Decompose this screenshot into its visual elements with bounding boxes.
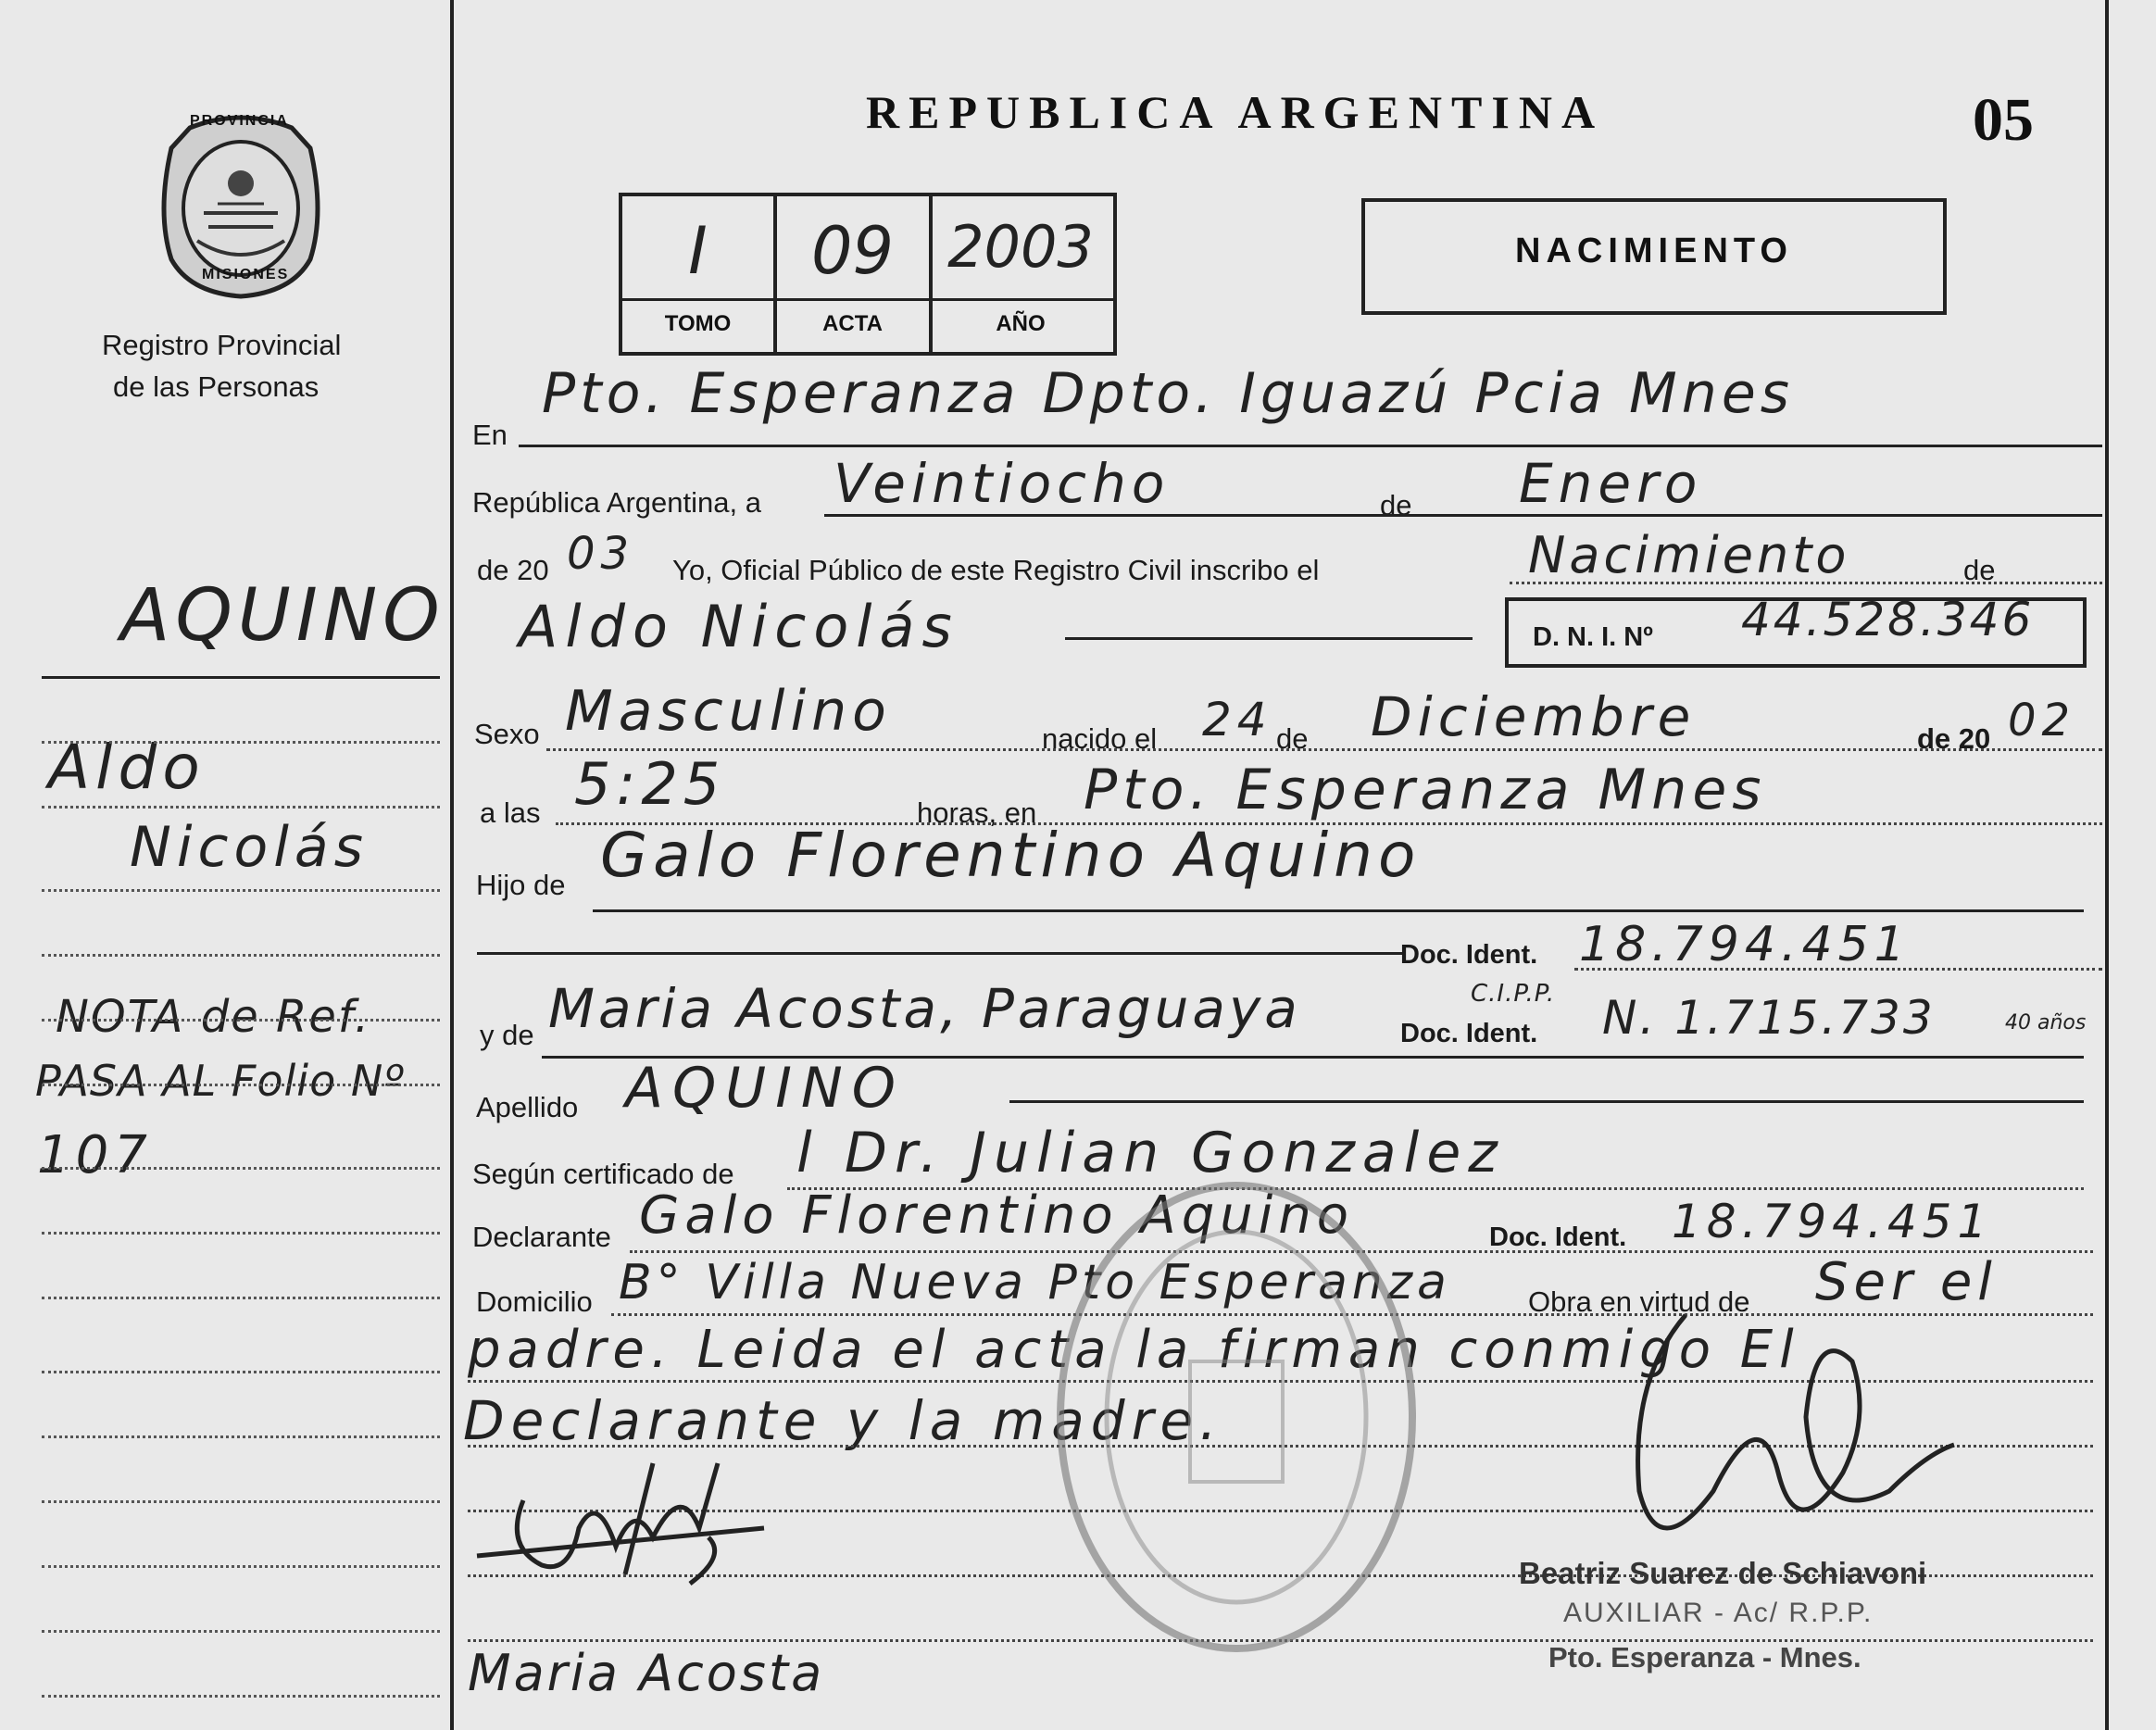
registry-title-line1: Registro Provincial: [102, 329, 342, 361]
mes-value: Enero: [1519, 452, 1703, 515]
official-place: Pto. Esperanza - Mnes.: [1548, 1641, 1861, 1674]
de-label-3: de: [1276, 722, 1309, 755]
sexo-label: Sexo: [474, 718, 540, 750]
apellido-value: AQUINO: [625, 1056, 905, 1121]
republica-rule: [824, 514, 2102, 517]
nacido-anio: 02: [2008, 695, 2076, 746]
de-label-2: de: [1963, 554, 1996, 586]
margin-note-line3: 107: [37, 1125, 153, 1185]
emblem-top-text: PROVINCIA: [190, 113, 289, 129]
declarante-doc-value: 18.794.451: [1672, 1195, 1993, 1248]
emblem-bottom-text: MISIONES: [202, 267, 290, 282]
madre-doc-value: N. 1.715.733: [1602, 991, 1936, 1045]
anio-suffix: 03: [567, 528, 635, 580]
official-signature: [1574, 1306, 1963, 1584]
anio-label: AÑO: [996, 311, 1046, 336]
acta-value: 09: [810, 213, 895, 289]
nombre-value: Aldo Nicolás: [519, 593, 959, 660]
continuation-line-2: Declarante y la madre.: [463, 1389, 1223, 1452]
padre-doc-label: Doc. Ident.: [1400, 940, 1538, 970]
sexo-value: Masculino: [565, 679, 892, 744]
margin-given-name1: Aldo: [48, 732, 206, 803]
declarante-label: Declarante: [472, 1221, 611, 1253]
republica-label: República Argentina, a: [472, 486, 761, 519]
madre-doc-prefix: C.I.P.P.: [1471, 980, 1556, 1008]
margin-note-line1: NOTA de Ref.: [56, 991, 371, 1043]
apellido-label: Apellido: [476, 1091, 579, 1123]
declarante-doc-label: Doc. Ident.: [1489, 1222, 1627, 1252]
padre-doc-rule: [477, 952, 1403, 955]
en-rule: [519, 445, 2102, 447]
padre-doc-dots: [1574, 968, 2102, 971]
medico-value: l Dr. Julian Gonzalez: [796, 1121, 1505, 1185]
lugar-value: Pto. Esperanza Mnes: [1084, 758, 1767, 822]
nacido-mes: Diciembre: [1371, 685, 1697, 748]
official-round-stamp: [1051, 1176, 1422, 1658]
tomo-label: TOMO: [664, 311, 732, 336]
acta-label: ACTA: [822, 311, 883, 336]
hijo-label: Hijo de: [476, 869, 566, 901]
margin-given-name2: Nicolás: [130, 815, 369, 880]
margin-note-line2: PASA AL Folio Nº: [35, 1056, 405, 1106]
official-role: AUXILIAR - Ac/ R.P.P.: [1563, 1598, 1874, 1628]
anio-value: 2003: [947, 213, 1094, 281]
domicilio-value: B° Villa Nueva Pto Esperanza: [619, 1255, 1451, 1310]
segun-label: Según certificado de: [472, 1158, 734, 1190]
record-type: NACIMIENTO: [1515, 232, 1793, 270]
declarante-value: Galo Florentino Aquino: [639, 1185, 1355, 1246]
obra-value: Ser el: [1815, 1252, 1998, 1312]
sexo-rule: [546, 748, 2102, 751]
obra-label: Obra en virtud de: [1528, 1285, 1750, 1318]
column-divider: [450, 0, 454, 1730]
continuation-line-1: padre. Leida el acta la firman conmigo El: [468, 1320, 1800, 1380]
margin-surname: AQUINO: [120, 574, 445, 658]
right-page-edge: [2105, 0, 2109, 1730]
dni-label: D. N. I. Nº: [1533, 622, 1653, 652]
nacido-dia: 24: [1202, 693, 1272, 746]
nacido-label: nacido el: [1042, 722, 1158, 755]
page-number: 05: [1973, 86, 2034, 154]
declarant-signature: [468, 1445, 773, 1602]
en-value: Pto. Esperanza Dpto. Iguazú Pcia Mnes: [542, 361, 1795, 426]
madre-doc-suffix: 40 años: [2005, 1011, 2087, 1034]
dia-value: Veintiocho: [834, 452, 1171, 515]
de2000-label: de 20: [1917, 722, 1991, 755]
margin-surname-rule: [42, 676, 440, 679]
en-label: En: [472, 419, 508, 451]
madre-doc-label: Doc. Ident.: [1400, 1019, 1538, 1048]
country-title: REPUBLICA ARGENTINA: [866, 86, 1605, 138]
mother-signature: Maria Acosta: [468, 1644, 825, 1702]
domicilio-label: Domicilio: [476, 1285, 593, 1318]
de-label: de: [1380, 489, 1412, 521]
hijo-rule: [593, 909, 2084, 912]
official-name: Beatriz Suarez de Schiavoni: [1519, 1556, 1927, 1590]
acto-value: Nacimiento: [1528, 526, 1850, 584]
tomo-value: I: [688, 213, 708, 289]
alas-label: a las: [480, 796, 541, 829]
oficial-text: Yo, Oficial Público de este Registro Civil inscribo el: [672, 554, 1320, 586]
nombre-rule: [1065, 637, 1473, 640]
dni-value: 44.528.346: [1741, 593, 2035, 646]
madre-value: Maria Acosta, Paraguaya: [548, 977, 1301, 1040]
hora-value: 5:25: [574, 750, 726, 818]
registry-title-line2: de las Personas: [113, 370, 320, 403]
acto-rule: [1510, 582, 2102, 584]
yde-label: y de: [480, 1019, 534, 1051]
apellido-rule: [1009, 1100, 2084, 1103]
padre-doc-value: 18.794.451: [1579, 917, 1911, 972]
horas-label: horas, en: [917, 796, 1037, 829]
padre-value: Galo Florentino Aquino: [600, 820, 1422, 891]
de20-label: de 20: [477, 554, 549, 586]
